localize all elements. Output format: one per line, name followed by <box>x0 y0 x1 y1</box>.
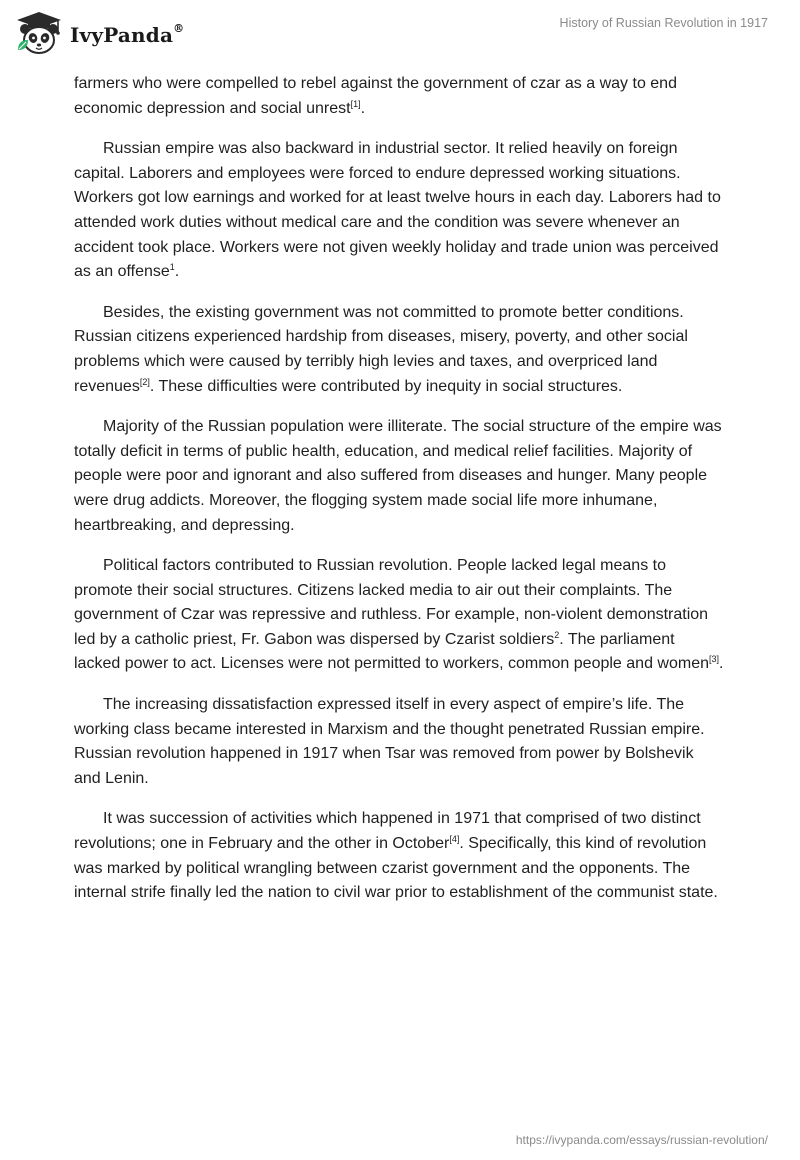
page-header <box>0 0 800 70</box>
paragraph-text: Political factors contributed to Russian revolution. People lacked legal means to promote their social structures. Citizens lacked media to air out their complaints. The government of Czar was repressive and ruthless. For example, non-violent demonstration led by a catholic priest, Fr. Gabon was dispersed by Czarist soldiers <box>74 557 709 648</box>
paragraph-text: . <box>719 655 724 673</box>
essay-paragraph <box>74 415 724 538</box>
brand-name: IvyPanda® <box>70 22 185 47</box>
paragraph-text: . These difficulties were contributed by inequity in social structures. <box>149 377 623 395</box>
footnote-reference[interactable]: [4] <box>449 834 460 845</box>
footnote-reference[interactable]: [2] <box>139 376 150 387</box>
footnote-reference[interactable]: 1 <box>169 262 175 273</box>
footnote-reference[interactable]: [1] <box>350 98 361 109</box>
essay-paragraph <box>74 301 724 399</box>
paragraph-text: farmers who were compelled to rebel against the government of czar as a way to end economic depression and social unrest <box>74 75 677 117</box>
essay-paragraph <box>74 72 724 121</box>
essay-paragraph <box>74 554 724 677</box>
paragraph-text: . Specifically, this kind of revolution was marked by political wrangling between czarist government and the opponents. The internal strife finally led the nation to civil war prior to establishment of the communist state. <box>74 835 718 902</box>
paragraph-text: . <box>360 99 366 117</box>
source-url[interactable]: https://ivypanda.com/essays/russian-revolution/ <box>515 1133 768 1147</box>
footnote-reference[interactable]: 2 <box>554 629 560 640</box>
ivypanda-logo[interactable] <box>14 10 184 56</box>
essay-paragraph <box>74 807 724 905</box>
essay-body <box>74 72 724 922</box>
paragraph-text: It was succession of activities which happened in 1971 that comprised of two distinct revolutions; one in February and the other in October <box>74 810 701 853</box>
paragraph-text: Russian empire was also backward in industrial sector. It relied heavily on foreign capital. Laborers and employees were forced to endure depressed working situations. Workers got low earnings and worked for at least twelve hours in each day. Laborers had to attended work duties without medical care and the condition was severe whenever an accident took place. Workers were not given weekly holiday and trade union was perceived as an offense <box>74 140 721 281</box>
essay-paragraph <box>74 693 724 791</box>
panda-graduate-icon <box>14 10 64 56</box>
essay-paragraph <box>74 137 724 285</box>
paragraph-text: . The parliament lacked power to act. Licenses were not permitted to workers, common people and women <box>74 630 709 673</box>
paragraph-text: . <box>174 263 180 281</box>
document-title: History of Russian Revolution in 1917 <box>559 16 768 30</box>
paragraph-text: Majority of the Russian population were illiterate. The social structure of the empire was totally deficit in terms of public health, education, and medical relief facilities. Majority of people were poor and ignorant and also suffered from diseases and hunger. Many people were drug addicts. Moreover, the flogging system made social life more inhumane, heartbreaking, and depressing. <box>74 418 722 534</box>
footnote-reference[interactable]: [3] <box>708 654 719 665</box>
paragraph-text: The increasing dissatisfaction expressed itself in every aspect of empire’s life. The working class became interested in Marxism and the thought penetrated Russian empire. Russian revolution happened in 1917 when Tsar was removed from power by Bolshevik and Lenin. <box>74 696 705 787</box>
paragraph-text: Besides, the existing government was not committed to promote better conditions. Russian citizens experienced hardship from diseases, misery, poverty, and other social problems which were caused by terribly high levies and taxes, and overpriced land revenues <box>74 303 688 395</box>
